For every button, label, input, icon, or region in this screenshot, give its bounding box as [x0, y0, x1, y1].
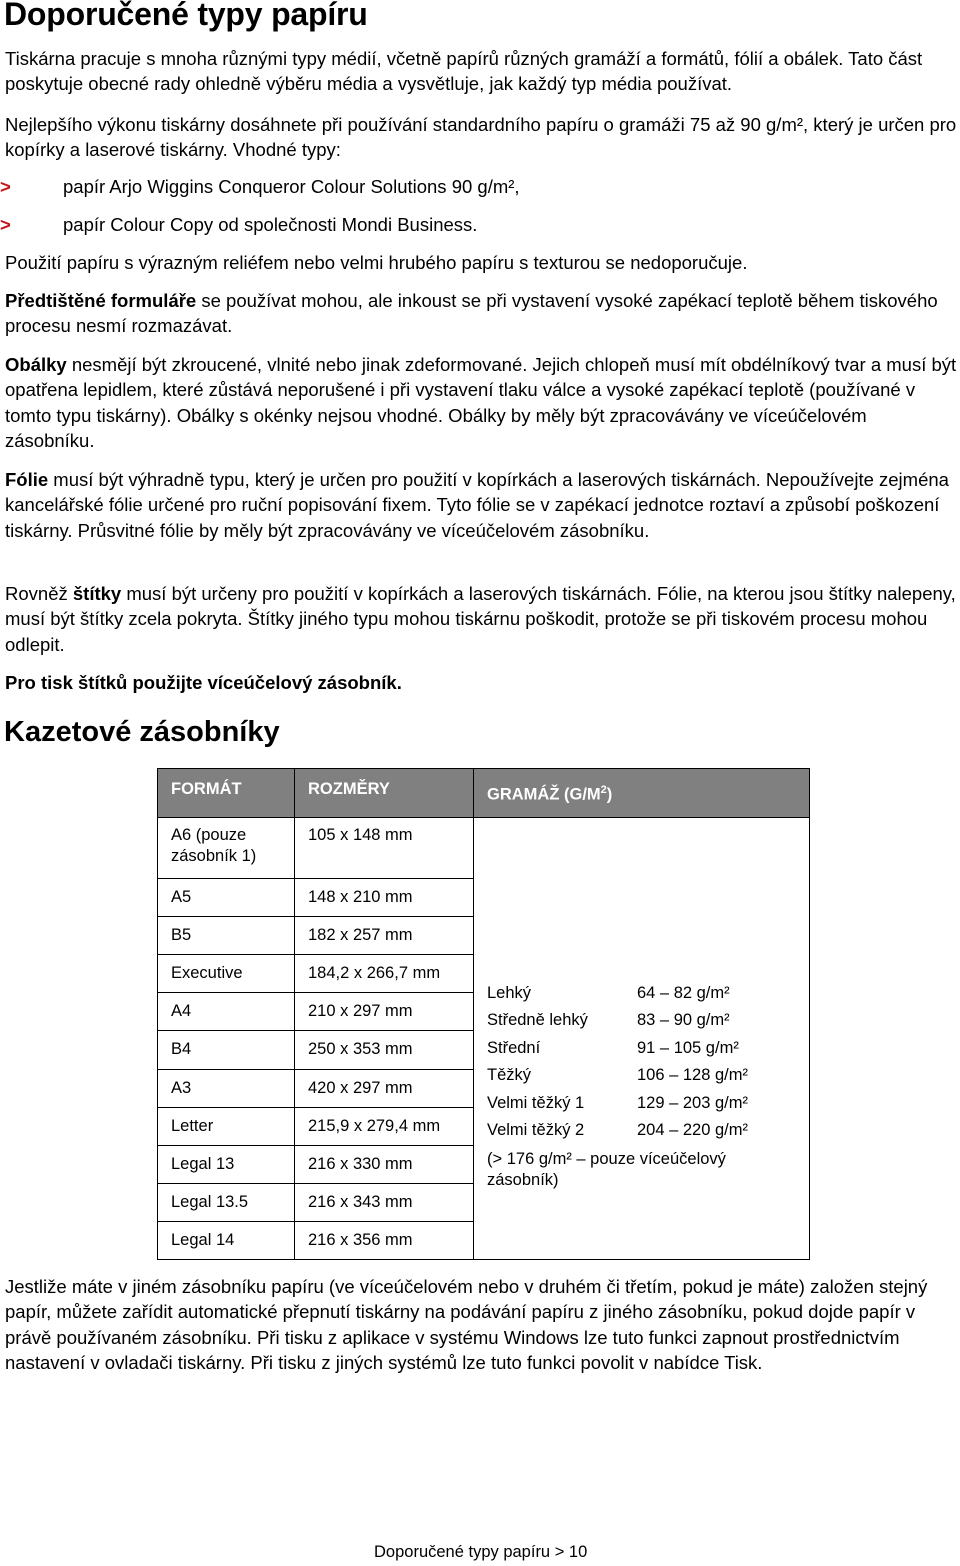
- tray-table: [157, 768, 810, 1260]
- transparencies-text: musí být výhradně typu, který je určen pro použití v kopírkách a laserových tiskárnách. Nepoužívejte zejména kancelářské fólie určené pro ruční popisování fixem. Tyto fólie se v zapékací jednotce roztaví a způsobí poškození tiskárny. Průsvitné fólie by měly být zpracovávány ve víceúčelovém zásobníku.: [5, 469, 949, 541]
- weight-row: [487, 1039, 739, 1058]
- weight-value: 204 – 220 g/m²: [637, 1121, 748, 1139]
- cell-size: 182 x 257 mm: [295, 917, 474, 955]
- weight-value: 129 – 203 g/m²: [637, 1094, 748, 1112]
- paragraph-transparencies: [5, 467, 957, 543]
- cell-size: 215,9 x 279,4 mm: [295, 1107, 474, 1145]
- weight-row: [487, 1121, 748, 1140]
- cell-size: 210 x 297 mm: [295, 993, 474, 1031]
- cell-format: Letter: [158, 1107, 295, 1145]
- weight-name: Velmi těžký 1: [487, 1094, 585, 1112]
- weight-value: 83 – 90 g/m²: [637, 1011, 730, 1029]
- section-title: Kazetové zásobníky: [4, 716, 280, 748]
- weight-value: 91 – 105 g/m²: [637, 1039, 739, 1057]
- page-title: Doporučené typy papíru: [4, 0, 368, 32]
- envelopes-text: nesmějí být zkroucené, vlnité nebo jinak zdeformované. Jejich chlopeň musí mít obdélníkový tvar a musí být opatřena lepidlem, které zůstává neporušené i při vystavení tlaku válce a vysoké zapékací teplotě (používané v tomto typu tiskárny). Obálky s okénky nejsou vhodné. Obálky by měly být zpracovávány ve víceúčelovém zásobníku.: [5, 354, 957, 451]
- weight-row: [487, 1011, 730, 1030]
- cell-format: Executive: [158, 955, 295, 993]
- header-weight: [474, 769, 810, 818]
- cell-size: 250 x 353 mm: [295, 1031, 474, 1069]
- header-format: FORMÁT: [158, 769, 295, 818]
- bullet-marker: >: [0, 214, 11, 235]
- cell-size: 216 x 356 mm: [295, 1221, 474, 1259]
- weight-value: 106 – 128 g/m²: [637, 1066, 748, 1084]
- preprinted-text: se používat mohou, ale inkoust se při vystavení vysoké zapékací teplotě během tiskového procesu nesmí rozmazávat.: [5, 290, 938, 337]
- cell-format: A6 (pouze zásobník 1): [158, 818, 295, 879]
- cell-size: 105 x 148 mm: [295, 818, 474, 879]
- paragraph-standard-paper: Nejlepšího výkonu tiskárny dosáhnete při používání standardního papíru o gramáži 75 až 90 g/m², který je určen pro kopírky a laserové tiskárny. Vhodné typy:: [5, 114, 957, 161]
- weight-name: Těžký: [487, 1066, 532, 1084]
- cell-format: Legal 14: [158, 1221, 295, 1259]
- weight-row: [487, 984, 730, 1003]
- labels-pre: Rovněž: [5, 583, 73, 604]
- labels-text: musí být určeny pro použití v kopírkách a laserových tiskárnách. Fólie, na kterou jsou štítky nalepeny, musí být štítky zcela pokryta. Štítky jiného typu mohou tiskárnu poškodit, protože se při tiskovém procesu mohou odlepit.: [5, 583, 956, 655]
- cell-size: 420 x 297 mm: [295, 1069, 474, 1107]
- cell-format: A3: [158, 1069, 295, 1107]
- header-size: ROZMĚRY: [295, 769, 474, 818]
- bullet-text: papír Colour Copy od společnosti Mondi Business.: [63, 214, 478, 235]
- table-row: [158, 818, 810, 879]
- paragraph-auto-switch: Jestliže máte v jiném zásobníku papíru (ve víceúčelovém nebo v druhém či třetím, pokud je máte) založen stejný papír, můžete zařídit automatické přepnutí tiskárny na podávání papíru z jiného zásobníku, pokud dojde papír v právě používaném zásobníku. Při tisku z aplikace v systému Windows lze tuto funkci zapnout prostřednictvím nastavení v ovladači tiskárny. Při tisku z jiných systémů lze tuto funkci povolit v nabídce Tisk.: [5, 1276, 928, 1373]
- cell-format: B5: [158, 917, 295, 955]
- cell-size: 148 x 210 mm: [295, 879, 474, 917]
- cell-format: Legal 13.5: [158, 1183, 295, 1221]
- weight-row: [487, 1094, 748, 1113]
- page-footer: Doporučené typy papíru > 10: [374, 1543, 588, 1561]
- cell-size: 184,2 x 266,7 mm: [295, 955, 474, 993]
- cell-format: Legal 13: [158, 1145, 295, 1183]
- transparencies-bold: Fólie: [5, 469, 49, 490]
- weight-value: 64 – 82 g/m²: [637, 984, 730, 1002]
- paragraph-embossed: Použití papíru s výrazným reliéfem nebo velmi hrubého papíru s texturou se nedoporučuje.: [5, 252, 748, 273]
- table-header-row: [158, 769, 810, 818]
- envelopes-bold: Obálky: [5, 354, 67, 375]
- bullet-marker: >: [0, 176, 11, 197]
- paragraph-envelopes: [5, 352, 957, 453]
- bullet-item: [0, 174, 520, 199]
- cell-size: 216 x 330 mm: [295, 1145, 474, 1183]
- cell-format: A5: [158, 879, 295, 917]
- cell-format: A4: [158, 993, 295, 1031]
- paragraph-labels-tray: Pro tisk štítků použijte víceúčelový zásobník.: [5, 672, 402, 693]
- weight-name: Velmi těžký 2: [487, 1121, 585, 1139]
- weight-name: Střední: [487, 1039, 541, 1057]
- paragraph-labels: [5, 581, 957, 657]
- bullet-text: papír Arjo Wiggins Conqueror Colour Solutions 90 g/m²,: [63, 176, 520, 197]
- weight-row: [487, 1066, 748, 1085]
- weight-name: Lehký: [487, 984, 532, 1002]
- cell-format: B4: [158, 1031, 295, 1069]
- header-weight-close: ): [606, 785, 613, 804]
- weight-cell: [474, 818, 810, 1260]
- labels-bold: štítky: [72, 583, 122, 604]
- weight-note: (> 176 g/m² – pouze víceúčelový zásobník): [487, 1150, 726, 1189]
- paragraph-preprinted: [5, 288, 957, 339]
- weight-name: Středně lehký: [487, 1011, 588, 1029]
- paragraph-intro: Tiskárna pracuje s mnoha různými typy médií, včetně papírů různých gramáží a formátů, fólií a obálek. Tato část poskytuje obecné rady ohledně výběru média a vysvětluje, jak každý typ média používat.: [5, 48, 923, 95]
- preprinted-bold: Předtištěné formuláře: [5, 290, 197, 311]
- bullet-item: [0, 212, 478, 237]
- header-weight-text: GRAMÁŽ (G/M: [487, 785, 601, 804]
- cell-size: 216 x 343 mm: [295, 1183, 474, 1221]
- header-weight-sup: 2: [600, 784, 607, 796]
